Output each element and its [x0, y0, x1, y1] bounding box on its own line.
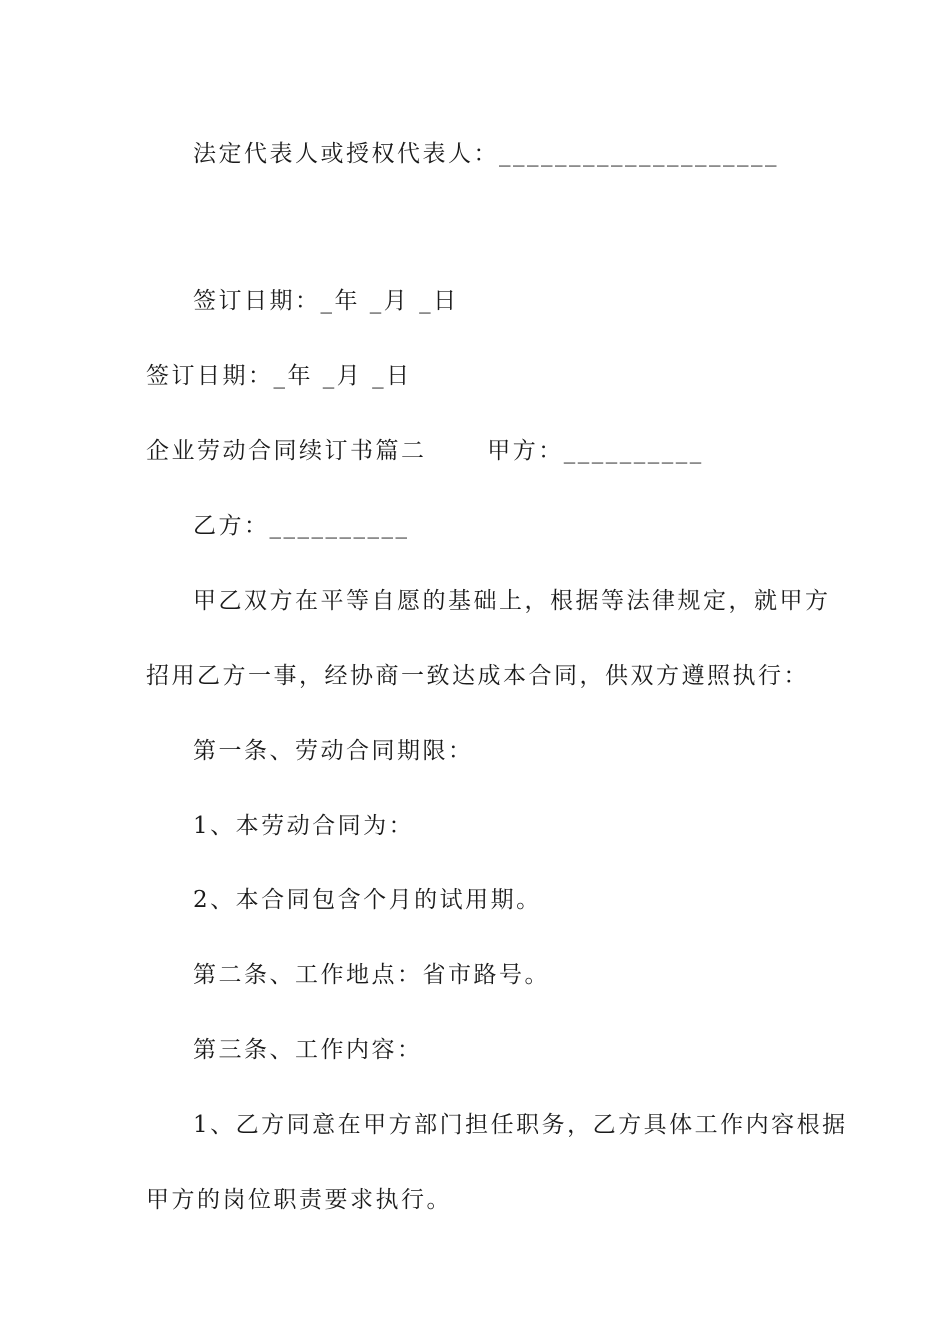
article-3-item-1-line-1: 1、乙方同意在甲方部门担任职务，乙方具体工作内容根据 [193, 1112, 848, 1138]
article-2-heading: 第二条、工作地点：省市路号。 [193, 962, 550, 988]
article-3-item-1-line-2: 甲方的岗位职责要求执行。 [146, 1187, 452, 1213]
intro-paragraph-line-2: 招用乙方一事，经协商一致达成本合同，供双方遵照执行： [146, 663, 809, 689]
party-b-line: 乙方：__________ [193, 513, 410, 539]
signing-date-line: 签订日期：_年 _月 _日 [146, 363, 412, 389]
intro-paragraph-line-1: 甲乙双方在平等自愿的基础上，根据等法律规定，就甲方 [193, 588, 831, 614]
article-1-heading: 第一条、劳动合同期限： [193, 738, 474, 764]
article-1-item-1: 1、本劳动合同为： [193, 813, 415, 839]
article-3-heading: 第三条、工作内容： [193, 1037, 423, 1063]
article-1-item-2: 2、本合同包含个月的试用期。 [193, 887, 542, 913]
legal-representative-line: 法定代表人或授权代表人：____________________ [193, 141, 779, 167]
section-title-party-a-line: 企业劳动合同续订书篇二 甲方：__________ [146, 438, 704, 464]
signing-date-line-indented: 签订日期：_年 _月 _日 [193, 288, 459, 314]
